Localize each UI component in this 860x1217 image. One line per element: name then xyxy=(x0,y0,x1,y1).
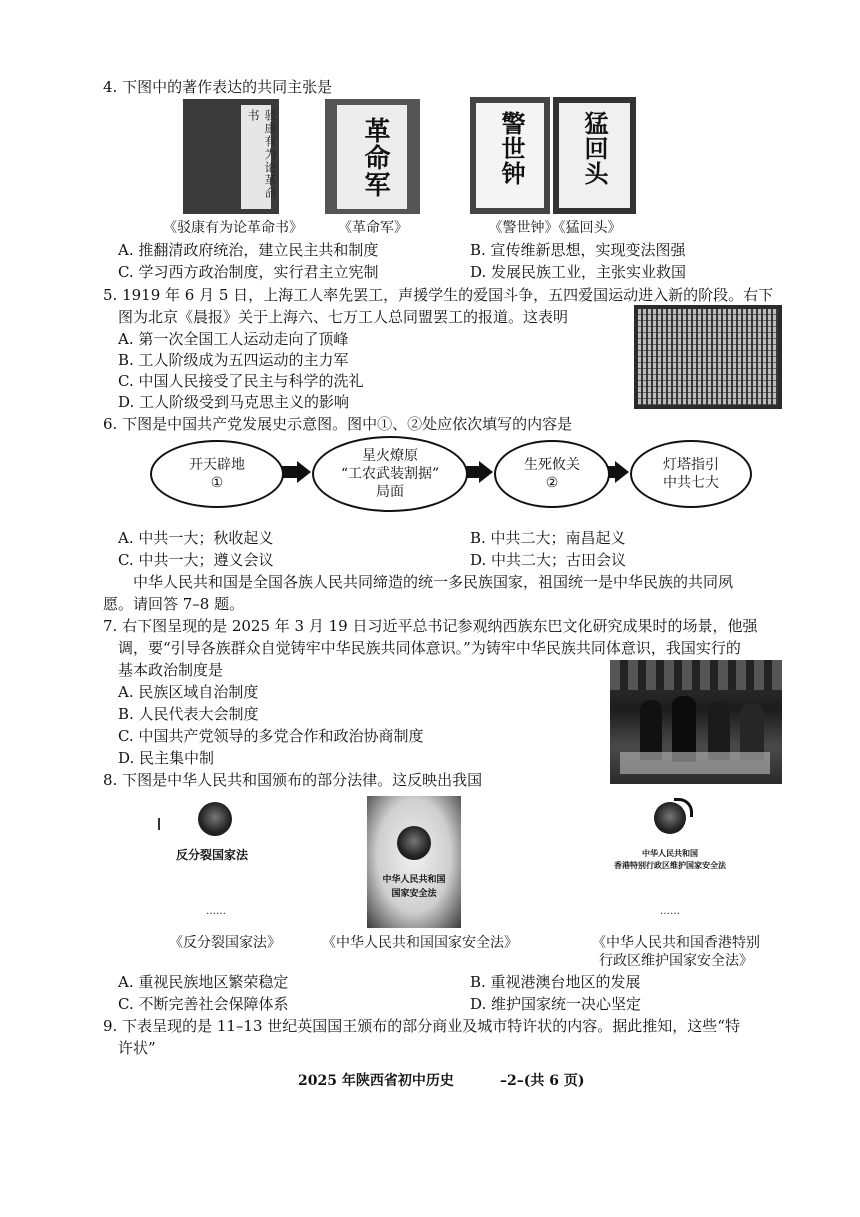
q4-option-c[interactable]: C. 学习西方政治制度，实行君主立宪制 xyxy=(118,263,379,281)
diagram-node-1 xyxy=(150,440,284,508)
law-cover-dots-1: …… xyxy=(206,906,226,917)
q7-option-a[interactable]: A. 民族区域自治制度 xyxy=(118,683,259,701)
arrow-1-head xyxy=(297,461,311,483)
q4-option-b[interactable]: B. 宣传维新思想，实现变法图强 xyxy=(470,241,686,259)
book-title-ge-ming-jun: 革命军 xyxy=(360,117,390,198)
q5-stem-line-2: 图为北京《晨报》关于上海六、七万工人总同盟罢工的报道。这表明 xyxy=(118,308,569,326)
national-emblem-icon xyxy=(654,802,686,834)
footer-exam-title: 2025 年陕西省初中历史 xyxy=(298,1073,454,1089)
node-1-text: 开天辟地 xyxy=(189,457,245,473)
law-cover-title-2a: 中华人民共和国 xyxy=(382,875,446,885)
q4-stem: 4. 下图中的著作表达的共同主张是 xyxy=(103,78,333,96)
book-image-ge-ming-jun xyxy=(325,99,420,214)
q7-option-d[interactable]: D. 民主集中制 xyxy=(118,749,215,767)
caption-law-2: 《中华人民共和国国家安全法》 xyxy=(322,935,518,951)
q7-option-c[interactable]: C. 中国共产党领导的多党合作和政治协商制度 xyxy=(118,727,424,745)
law-cover-title-2b: 国家安全法 xyxy=(391,889,437,899)
law-cover-title-3b: 香港特别行政区维护国家安全法 xyxy=(614,860,726,870)
node-4-text-2: 中共七大 xyxy=(663,475,719,491)
q9-stem-line-1: 9. 下表呈现的是 11–13 世纪英国国王颁布的部分商业及城市特许状的内容。据此推知，这些“特 xyxy=(103,1017,740,1035)
law-cover-dots-3: …… xyxy=(660,906,680,917)
book-title-bo-kang: 驳康有为论革命书 xyxy=(246,109,277,200)
q5-stem-line-1: 5. 1919 年 6 月 5 日，上海工人率先罢工，声援学生的爱国斗争，五四爱国运动进入新的阶段。右下 xyxy=(103,286,774,304)
national-emblem-icon xyxy=(397,826,431,860)
node-3-blank: ② xyxy=(545,475,559,491)
q8-option-c[interactable]: C. 不断完善社会保障体系 xyxy=(118,995,289,1013)
diagram-node-3 xyxy=(494,440,610,508)
book-title-jing-shi-zhong: 警世钟 xyxy=(497,111,526,186)
q6-option-a[interactable]: A. 中共一大；秋收起义 xyxy=(118,529,274,547)
diagram-node-2 xyxy=(312,436,468,512)
footer-page-number: –2–(共 6 页) xyxy=(500,1073,585,1089)
caption-law-3-line-1: 《中华人民共和国香港特别 xyxy=(592,935,760,951)
q8-stem: 8. 下图是中华人民共和国颁布的部分法律。这反映出我国 xyxy=(103,771,483,789)
arrow-1 xyxy=(282,466,298,478)
q5-option-c[interactable]: C. 中国人民接受了民主与科学的洗礼 xyxy=(118,372,364,390)
law-cover-title-1: 反分裂国家法 xyxy=(176,848,249,862)
q5-option-d[interactable]: D. 工人阶级受到马克思主义的影响 xyxy=(118,393,350,411)
photo-exhibition-visit xyxy=(610,660,782,784)
arrow-2-head xyxy=(479,461,493,483)
q9-stem-line-2: 许状” xyxy=(118,1039,156,1057)
node-2-text-1: 星火燎原 xyxy=(362,448,418,464)
q6-option-d[interactable]: D. 中共二大；古田会议 xyxy=(470,551,627,569)
book-title-meng-hui-tou: 猛回头 xyxy=(580,111,609,186)
arrow-2 xyxy=(466,466,480,478)
node-4-text-1: 灯塔指引 xyxy=(663,457,719,473)
q4-option-d[interactable]: D. 发展民族工业，主张实业救国 xyxy=(470,263,687,281)
q7-stem-line-3: 基本政治制度是 xyxy=(118,661,224,679)
law-cover-anti-secession xyxy=(150,796,300,924)
intro-78-line-1: 中华人民共和国是全国各族人民共同缔造的统一多民族国家，祖国统一是中华民族的共同夙 xyxy=(133,573,734,591)
book-image-bo-kang xyxy=(183,99,279,214)
q7-stem-line-1: 7. 右下图呈现的是 2025 年 3 月 19 日习近平总书记参观纳西族东巴文化研究成果时的场景，他强 xyxy=(103,617,758,635)
book-image-jing-shi-zhong xyxy=(470,97,550,214)
q8-option-d[interactable]: D. 维护国家统一决心坚定 xyxy=(470,995,642,1013)
q6-option-c[interactable]: C. 中共一大；遵义会议 xyxy=(118,551,274,569)
q8-option-b[interactable]: B. 重视港澳台地区的发展 xyxy=(470,973,641,991)
law-cover-national-security xyxy=(367,796,461,928)
node-2-text-3: 局面 xyxy=(376,484,404,500)
q8-option-a[interactable]: A. 重视民族地区繁荣稳定 xyxy=(118,973,289,991)
q6-stem: 6. 下图是中国共产党发展史示意图。图中①、②处应依次填写的内容是 xyxy=(103,415,573,433)
q7-option-b[interactable]: B. 人民代表大会制度 xyxy=(118,705,259,723)
q5-option-a[interactable]: A. 第一次全国工人运动走向了顶峰 xyxy=(118,330,349,348)
law-cover-title-3a: 中华人民共和国 xyxy=(642,848,698,858)
caption-bo-kang: 《驳康有为论革命书》 xyxy=(163,220,303,236)
q7-stem-line-2: 调，要“引导各族群众自觉铸牢中华民族共同体意识。”为铸牢中华民族共同体意识，我国实行的 xyxy=(118,639,741,657)
caption-law-1: 《反分裂国家法》 xyxy=(169,935,281,951)
caption-jing-shi-zhong-meng-hui-tou: 《警世钟》《猛回头》 xyxy=(488,220,622,236)
arrow-3-head xyxy=(615,461,629,483)
intro-78-line-2: 愿。请回答 7–8 题。 xyxy=(103,595,245,613)
node-2-text-2: “工农武装割据” xyxy=(340,466,440,482)
q4-option-a[interactable]: A. 推翻清政府统治，建立民主共和制度 xyxy=(118,241,379,259)
national-emblem-icon xyxy=(198,802,232,836)
diagram-node-4 xyxy=(630,440,752,508)
q6-option-b[interactable]: B. 中共二大；南昌起义 xyxy=(470,529,626,547)
caption-ge-ming-jun: 《革命军》 xyxy=(338,220,408,236)
q5-option-b[interactable]: B. 工人阶级成为五四运动的主力军 xyxy=(118,351,349,369)
book-image-meng-hui-tou xyxy=(553,97,636,214)
law-cover-hk-security xyxy=(600,796,740,924)
newspaper-image-chenbao xyxy=(634,305,782,409)
caption-law-3-line-2: 行政区维护国家安全法》 xyxy=(599,953,753,969)
node-3-text: 生死攸关 xyxy=(524,457,580,473)
node-1-blank: ① xyxy=(210,475,224,491)
